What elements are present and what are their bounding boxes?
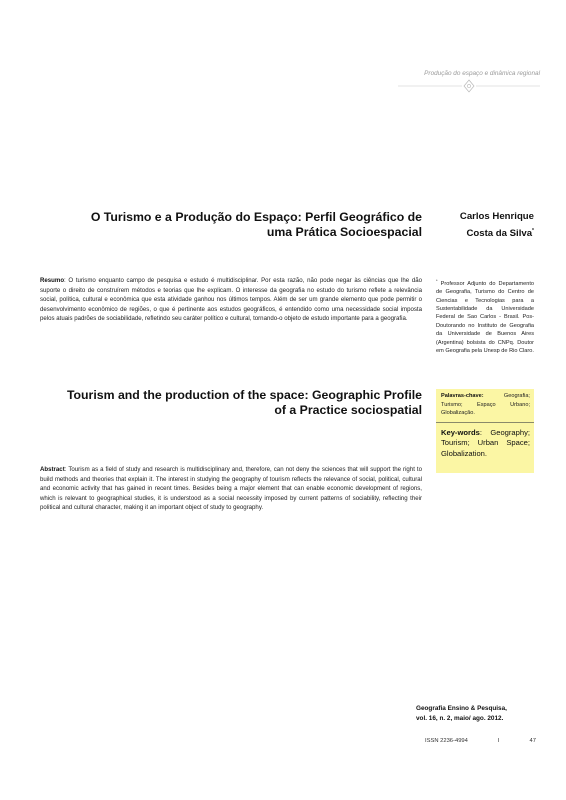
author-line-1: Carlos Henrique [459, 211, 534, 222]
keywords-portuguese [441, 392, 530, 418]
abstract-label: Abstract [40, 466, 65, 473]
footnote-mark: * [436, 278, 438, 283]
title-en-line-2: of a Practice sociospatial [274, 402, 422, 417]
issn-number: ISSN 2236-4994 [425, 738, 468, 744]
page-footer [425, 738, 536, 744]
resumo-paragraph [40, 276, 422, 324]
resumo-label: Resumo [40, 277, 65, 284]
palavras-chave-label: Palavras-chave: [441, 393, 484, 399]
title-en-line-1: Tourism and the production of the space: Geographic Profile [66, 388, 422, 402]
page-number: 47 [529, 738, 536, 744]
keywords-english [441, 428, 530, 460]
resumo-text: : O turismo enquanto campo de pesquisa e estudo é multidisciplinar. Por esta razão, não pode negar às ciências que lhe dão suporte o direito de construírem métodos e teorias que lhe explicam. O interesse da geografia no estudo do turismo reflete a relevância social, política, cultural e econômica que esta atividade ganhou nos últimos tempos. Além de ser um grande elemento que pode permitir o desenvolvimento econômico de regiões, o que é pertinente aos estudos geográficos, é entendido como uma necessidade social imposta pelos atuais padrões de sociabilidade, refletindo seu caráter político e cultural, tornando-o objeto de estudo importante para a geografia. [40, 277, 422, 323]
journal-citation [416, 704, 546, 723]
abstract-paragraph [40, 465, 422, 513]
author-footnote-mark: * [532, 228, 534, 234]
footnote-text: Professor Adjunto do Departamento de Geografia, Turismo do Centro de Ciencias e Tecnologias para a Sustentabilidade da Universidade Federal de Sao Carlos - Brasil. Pos-Doutorando no Instituto de Geografia da Universidade de Buenos Aires (Argentina) bolsista do CNPq. Doutor em Geografia pela Unesp de Rio Claro. [436, 280, 534, 355]
palavras-chave-text: Geografia; Turismo; Espaço Urbano; Globalização. [441, 393, 530, 417]
title-portuguese [40, 210, 422, 239]
abstract-text: : Tourism as a field of study and research is multidisciplinary and, therefore, can not deny the sciences that will support the right to build methods and theories that explain it. The interest in studying the geography of tourism reflects the relevance of social, political, cultural and economic activity that has gained in recent times. Besides being a major element that can enable economic development of regions, which is relevant to geographical studies, it is understood as a social necessity imposed by current patterns of sociability, reflecting their political and cultural character, making it an important object of study to geography. [40, 466, 422, 512]
key-words-text: : Geography; Tourism; Urban Space; Globalization. [441, 427, 530, 458]
title-english [40, 388, 422, 417]
key-words-label: Key-words [441, 427, 480, 437]
running-head: Produção do espaço e dinâmica regional [424, 70, 540, 77]
author-footnote [436, 277, 534, 356]
journal-line-2: vol. 16, n. 2, maio/ ago. 2012. [416, 714, 504, 722]
author-line-2: Costa da Silva [466, 228, 533, 240]
ornament-divider [398, 79, 540, 93]
title-pt-line-1: O Turismo e a Produção do Espaço: Perfil Geográfico de [90, 210, 422, 224]
title-pt-line-2: uma Prática Socioespacial [266, 224, 422, 239]
journal-line-1: Geografia Ensino & Pesquisa, [416, 705, 507, 712]
keywords-box [436, 389, 534, 473]
keywords-divider [436, 422, 534, 423]
footer-separator: I [497, 738, 500, 744]
author-name [430, 210, 534, 241]
